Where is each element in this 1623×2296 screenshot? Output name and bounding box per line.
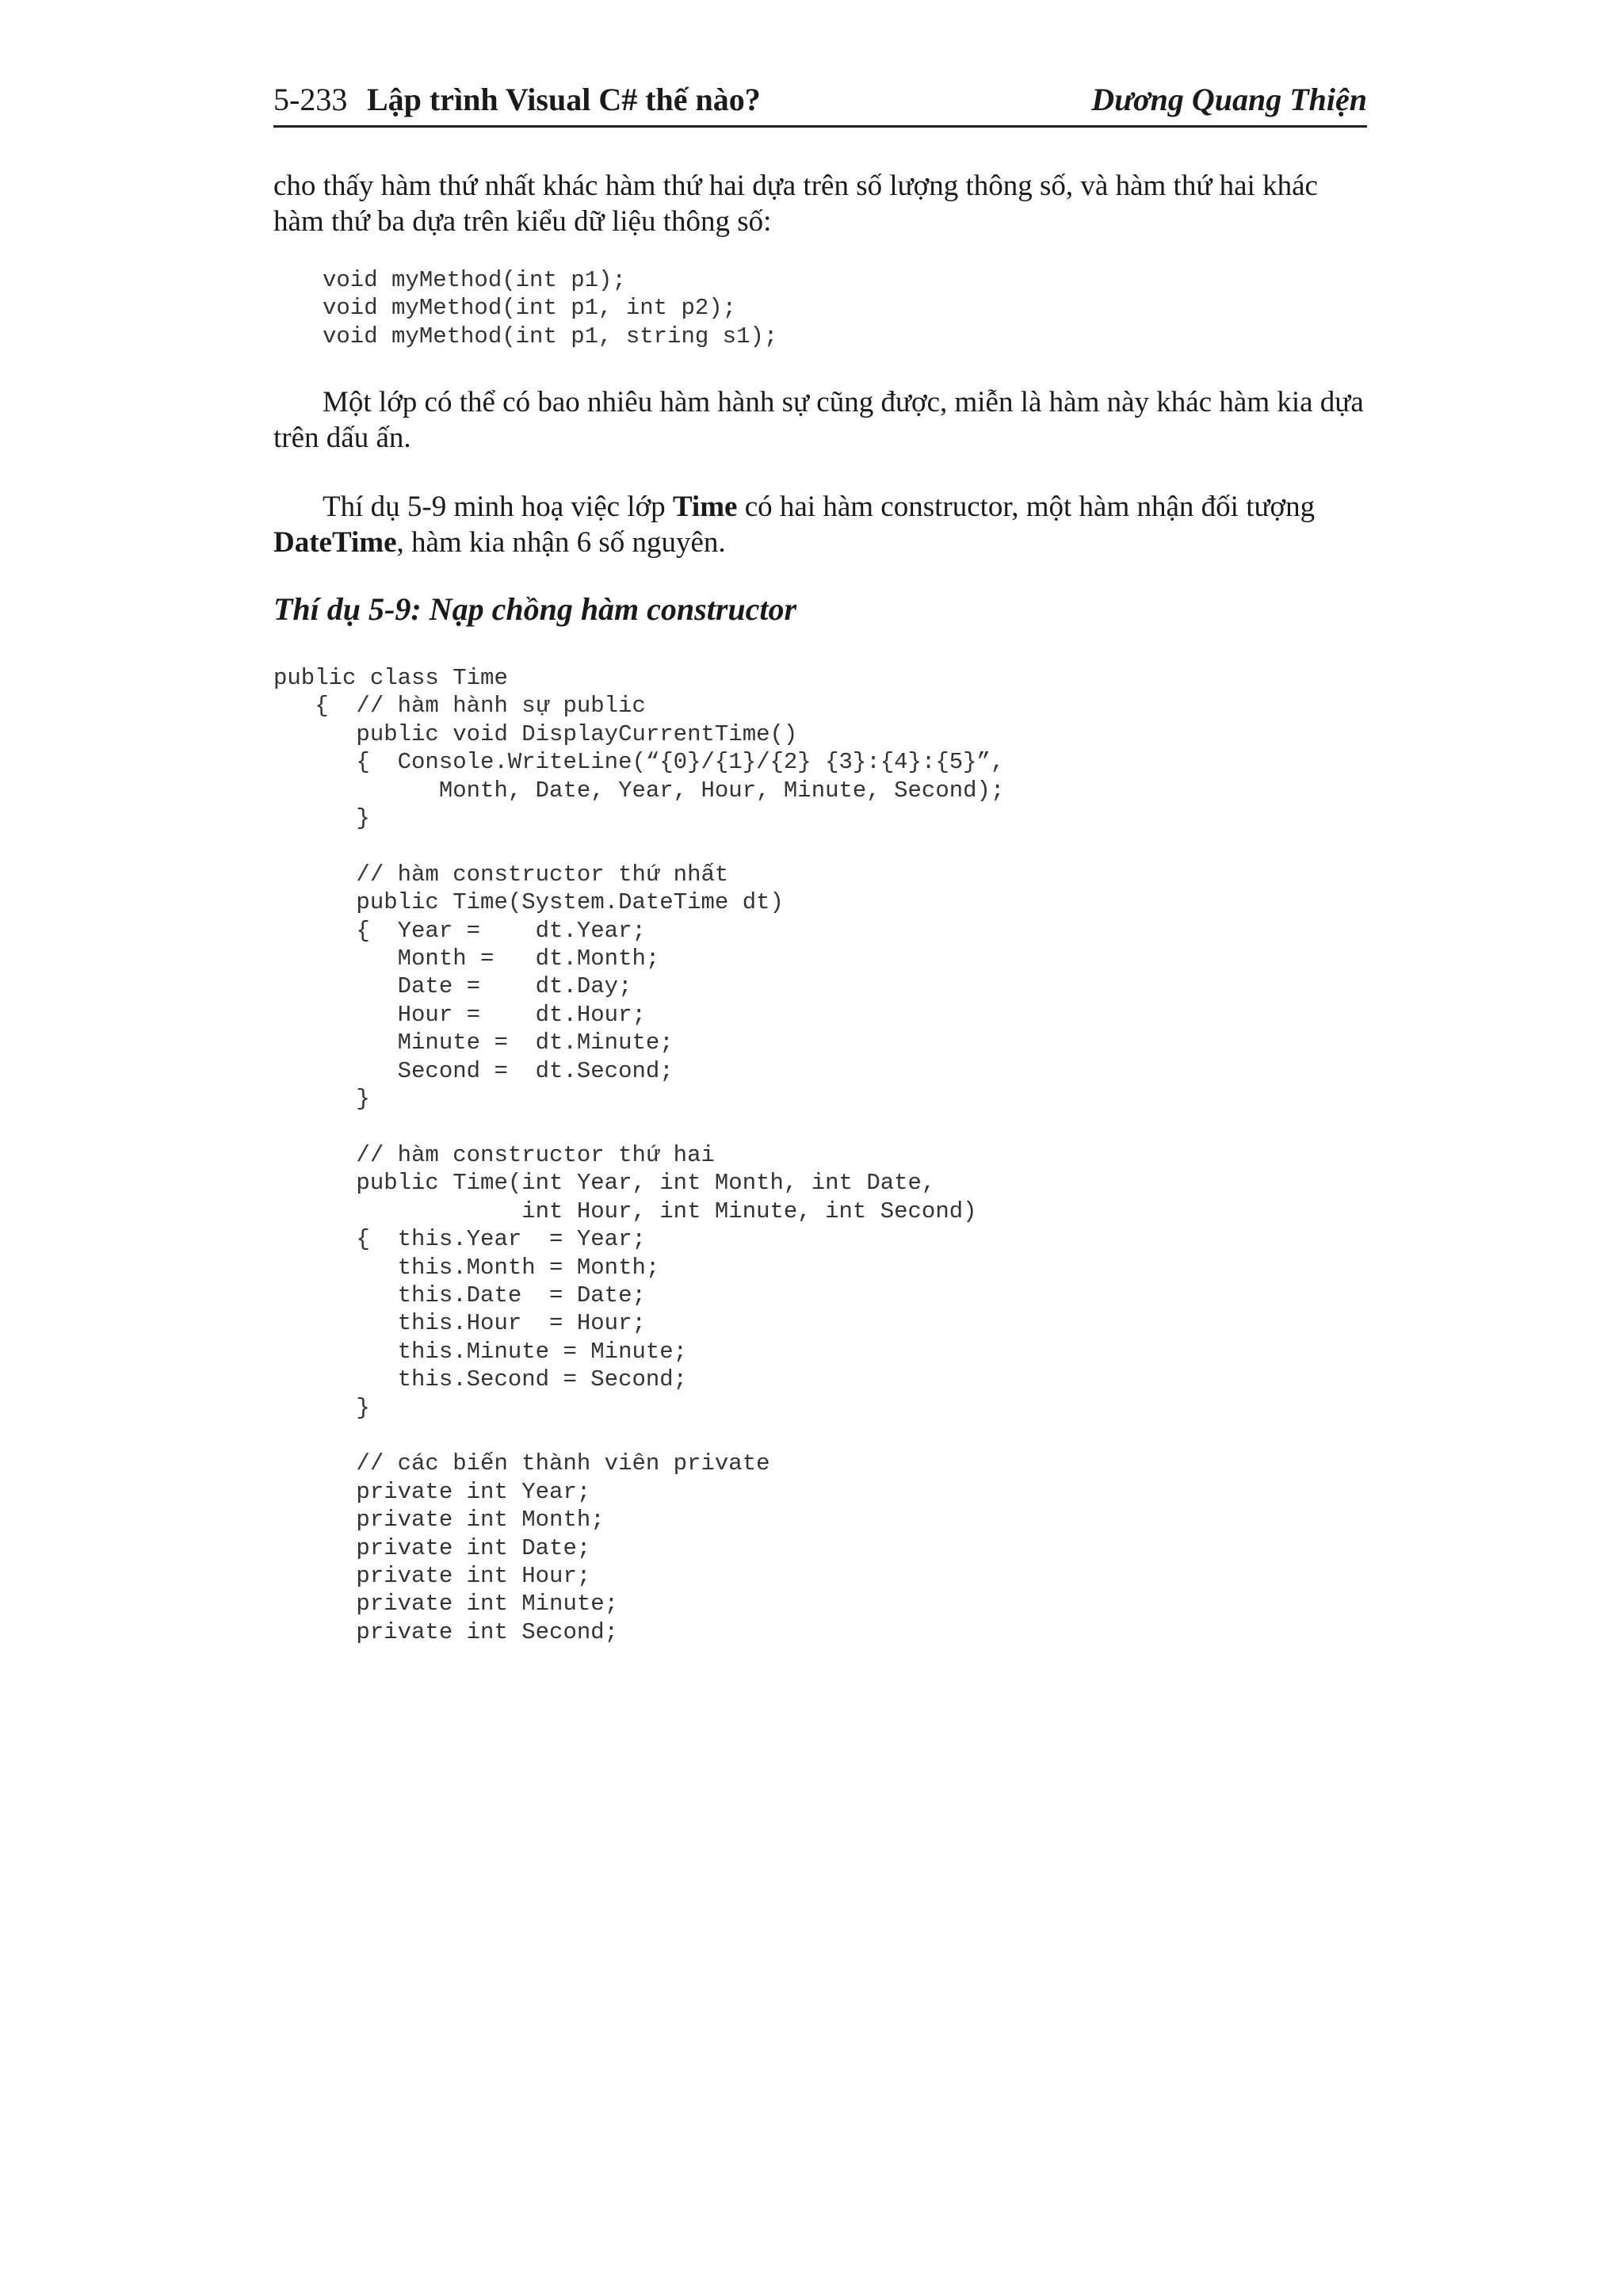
bold-term-datetime: DateTime	[273, 526, 397, 559]
paragraph-overloads: Một lớp có thể có bao nhiêu hàm hành sự cũng được, miễn là hàm này khác hàm kia dựa trên dấu ấn.	[273, 386, 1364, 454]
text-span: Thí dụ 5-9 minh hoạ việc lớp	[323, 491, 673, 523]
example-heading: Thí dụ 5-9: Nạp chồng hàm constructor	[273, 591, 797, 627]
text-span: , hàm kia nhận 6 số nguyên.	[396, 526, 726, 559]
page-number: 5-233	[273, 82, 348, 117]
paragraph-intro: cho thấy hàm thứ nhất khác hàm thứ hai dựa trên số lượng thông số, và hàm thứ hai khác hàm thứ ba dựa trên kiểu dữ liệu thông số:	[273, 170, 1318, 238]
author-name: Dương Quang Thiện	[1091, 82, 1367, 117]
text-span: có hai hàm constructor, một hàm nhận đối tượng	[737, 491, 1316, 523]
book-title: Lập trình Visual C# thế nào?	[367, 82, 761, 117]
page-header	[273, 76, 1367, 128]
bold-term-time: Time	[672, 491, 738, 523]
code-block-method-signatures: void myMethod(int p1); void myMethod(int p1, int p2); void myMethod(int p1, string s1);	[323, 267, 778, 350]
code-block-time-class: public class Time { // hàm hành sự public public void DisplayCurrentTime() { Console.WriteLine(“{0}/{1}/{2} {3}:{4}:{5}”, Month, Date, Year, Hour, Minute, Second); } // hàm constructor thứ nhất public Time(System.DateTime dt) { Year = dt.Year; Month = dt.Month; Date = dt.Day; Hour = dt.Hour; Minute = dt.Minute; Second = dt.Second; } // hàm constructor thứ hai public Time(int Year, int Month, int Date, int Hour, int Minute, int Second) { this.Year = Year; this.Month = Month; this.Date = Date; this.Hour = Hour; this.Minute = Minute; this.Second = Second; } // các biến thành viên private private int Year; private int Month; private int Date; private int Hour; private int Minute; private int Second;	[273, 665, 1005, 1645]
paragraph-example-intro	[273, 489, 1367, 560]
document-page	[273, 0, 1367, 2296]
